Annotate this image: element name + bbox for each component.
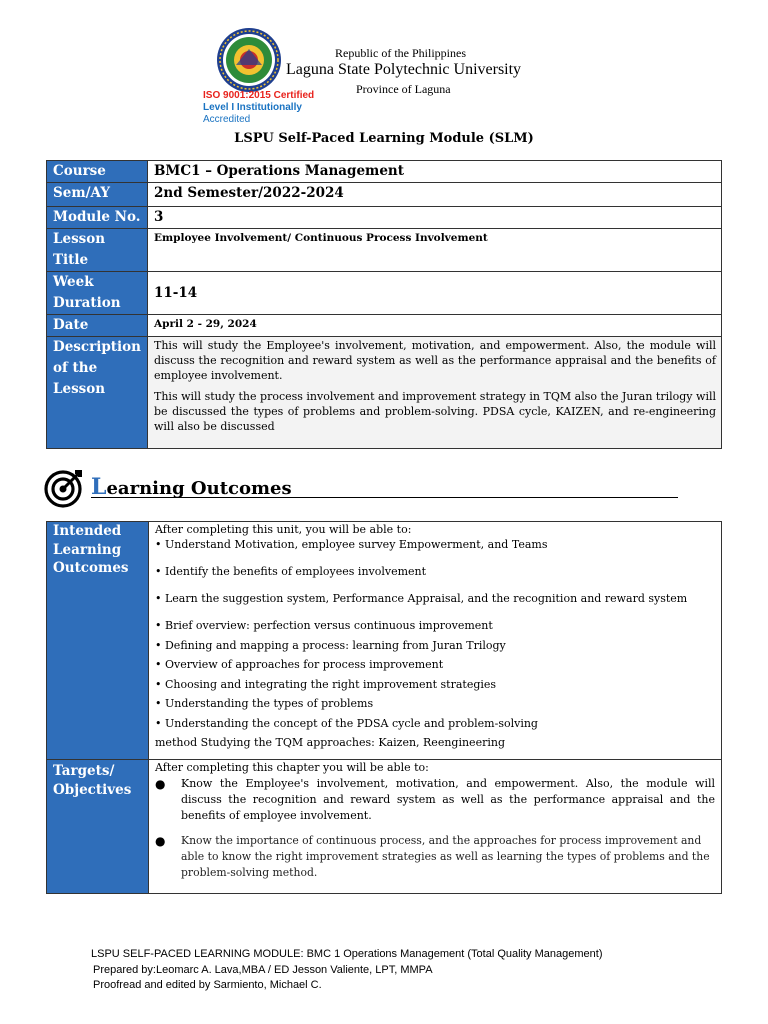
week-duration-value: 11-14 bbox=[148, 272, 722, 315]
province-text: Province of Laguna bbox=[356, 82, 451, 96]
week-duration-label bbox=[47, 272, 148, 315]
ilo-label bbox=[47, 522, 149, 760]
list-item bbox=[155, 776, 715, 824]
ilo-label-line2: Learning bbox=[53, 541, 122, 558]
lesson-title-label: Lesson Title bbox=[47, 229, 148, 272]
bullet-icon: ● bbox=[155, 834, 166, 848]
date-label: Date bbox=[47, 315, 148, 337]
learning-outcomes-table bbox=[46, 521, 722, 894]
republic-text: Republic of the Philippines bbox=[335, 46, 466, 60]
heading-rest: earning Outcomes bbox=[106, 478, 292, 499]
course-value: BMC1 – Operations Management bbox=[148, 161, 722, 183]
description-paragraph-2: This will study the process involvement and improvement strategy in TQM also the Juran trilogy will be discussed the types of problems and problem-solving. PDSA cycle, KAIZEN, and re-engineering will also be discussed bbox=[154, 390, 716, 433]
heading-underline bbox=[91, 497, 678, 498]
footer-line-1: LSPU SELF-PACED LEARNING MODULE: BMC 1 Operations Management (Total Quality Management) bbox=[91, 948, 603, 960]
ilo-label-line1: Intended bbox=[53, 523, 122, 539]
list-item: • Defining and mapping a process: learning from Juran Trilogy bbox=[155, 638, 506, 652]
accreditation-level: Level I Institutionally bbox=[203, 102, 302, 113]
lesson-title-value: Employee Involvement/ Continuous Process Involvement bbox=[148, 229, 722, 272]
sem-label: Sem/AY bbox=[47, 183, 148, 207]
desc-label-line2: of the bbox=[53, 360, 98, 376]
iso-certification: ISO 9001:2015 Certified bbox=[203, 90, 315, 101]
list-item: • Understanding the concept of the PDSA cycle and problem-solving bbox=[155, 716, 538, 730]
module-title: LSPU Self-Paced Learning Module (SLM) bbox=[234, 131, 534, 146]
module-no-label: Module No. bbox=[47, 207, 148, 229]
target-text-1: Know the Employee's involvement, motivation, and empowerment. Also, the module will discuss the recognition and reward system as well as the performance appraisal and the benefits of employee involvement. bbox=[181, 777, 715, 822]
accreditation-cut-line: Accredited bbox=[203, 114, 251, 125]
targets-label-line1: Targets/ bbox=[53, 763, 115, 779]
description-value bbox=[148, 337, 722, 449]
targets-label bbox=[47, 760, 149, 894]
desc-label-line3: Lesson bbox=[53, 381, 106, 397]
course-label: Course bbox=[47, 161, 148, 183]
target-text-2: Know the importance of continuous process, and the approaches for process improvement and able to know the right improvement strategies as well as learning the types of problems and the problem-solving method. bbox=[181, 834, 710, 879]
list-item bbox=[155, 833, 715, 881]
ilo-content bbox=[149, 522, 722, 760]
target-icon bbox=[42, 466, 86, 510]
date-value: April 2 - 29, 2024 bbox=[148, 315, 722, 337]
footer bbox=[91, 947, 602, 994]
footer-line-2: Prepared by:Leomarc A. Lava,MBA / ED Jesson Valiente, LPT, MMPA bbox=[93, 963, 433, 976]
targets-intro: After completing this chapter you will be able to: bbox=[155, 761, 429, 774]
ilo-item-c: • Learn the suggestion system, Performance Appraisal, and the recognition and reward system bbox=[155, 592, 688, 605]
ilo-tail: method Studying the TQM approaches: Kaizen, Reengineering bbox=[155, 736, 505, 749]
university-name: Laguna State Polytechnic University bbox=[286, 61, 522, 78]
week-label-line2: Duration bbox=[53, 295, 121, 311]
bullet-icon: ● bbox=[155, 777, 166, 791]
description-label bbox=[47, 337, 148, 449]
ilo-item-a: • Understand Motivation, employee survey Empowerment, and Teams bbox=[155, 538, 548, 551]
list-item: • Overview of approaches for process improvement bbox=[155, 658, 444, 671]
list-item: • Understanding the types of problems bbox=[155, 697, 374, 710]
course-info-table bbox=[46, 160, 722, 449]
desc-label-line1: Description bbox=[53, 339, 141, 355]
module-no-value: 3 bbox=[148, 207, 722, 229]
targets-label-line2: Objectives bbox=[53, 781, 132, 798]
footer-line-3: Proofread and edited by Sarmiento, Michael C. bbox=[93, 979, 322, 991]
list-item: • Brief overview: perfection versus continuous improvement bbox=[155, 619, 493, 632]
week-label-line1: Week bbox=[53, 274, 94, 290]
list-item: • Choosing and integrating the right improvement strategies bbox=[155, 677, 497, 691]
ilo-item-b: • Identify the benefits of employees involvement bbox=[155, 565, 427, 578]
sem-value: 2nd Semester/2022-2024 bbox=[148, 183, 722, 207]
university-seal-logo bbox=[216, 27, 282, 93]
heading-initial: L bbox=[91, 474, 107, 500]
ilo-intro: After completing this unit, you will be able to: bbox=[155, 523, 412, 536]
description-paragraph-1: This will study the Employee's involvement, motivation, and empowerment. Also, the module will discuss the recognition and reward system as well as the performance appraisal and the benefits of employee involvement. bbox=[154, 339, 716, 382]
ilo-label-line3: Outcomes bbox=[53, 560, 129, 576]
targets-content bbox=[149, 760, 722, 894]
